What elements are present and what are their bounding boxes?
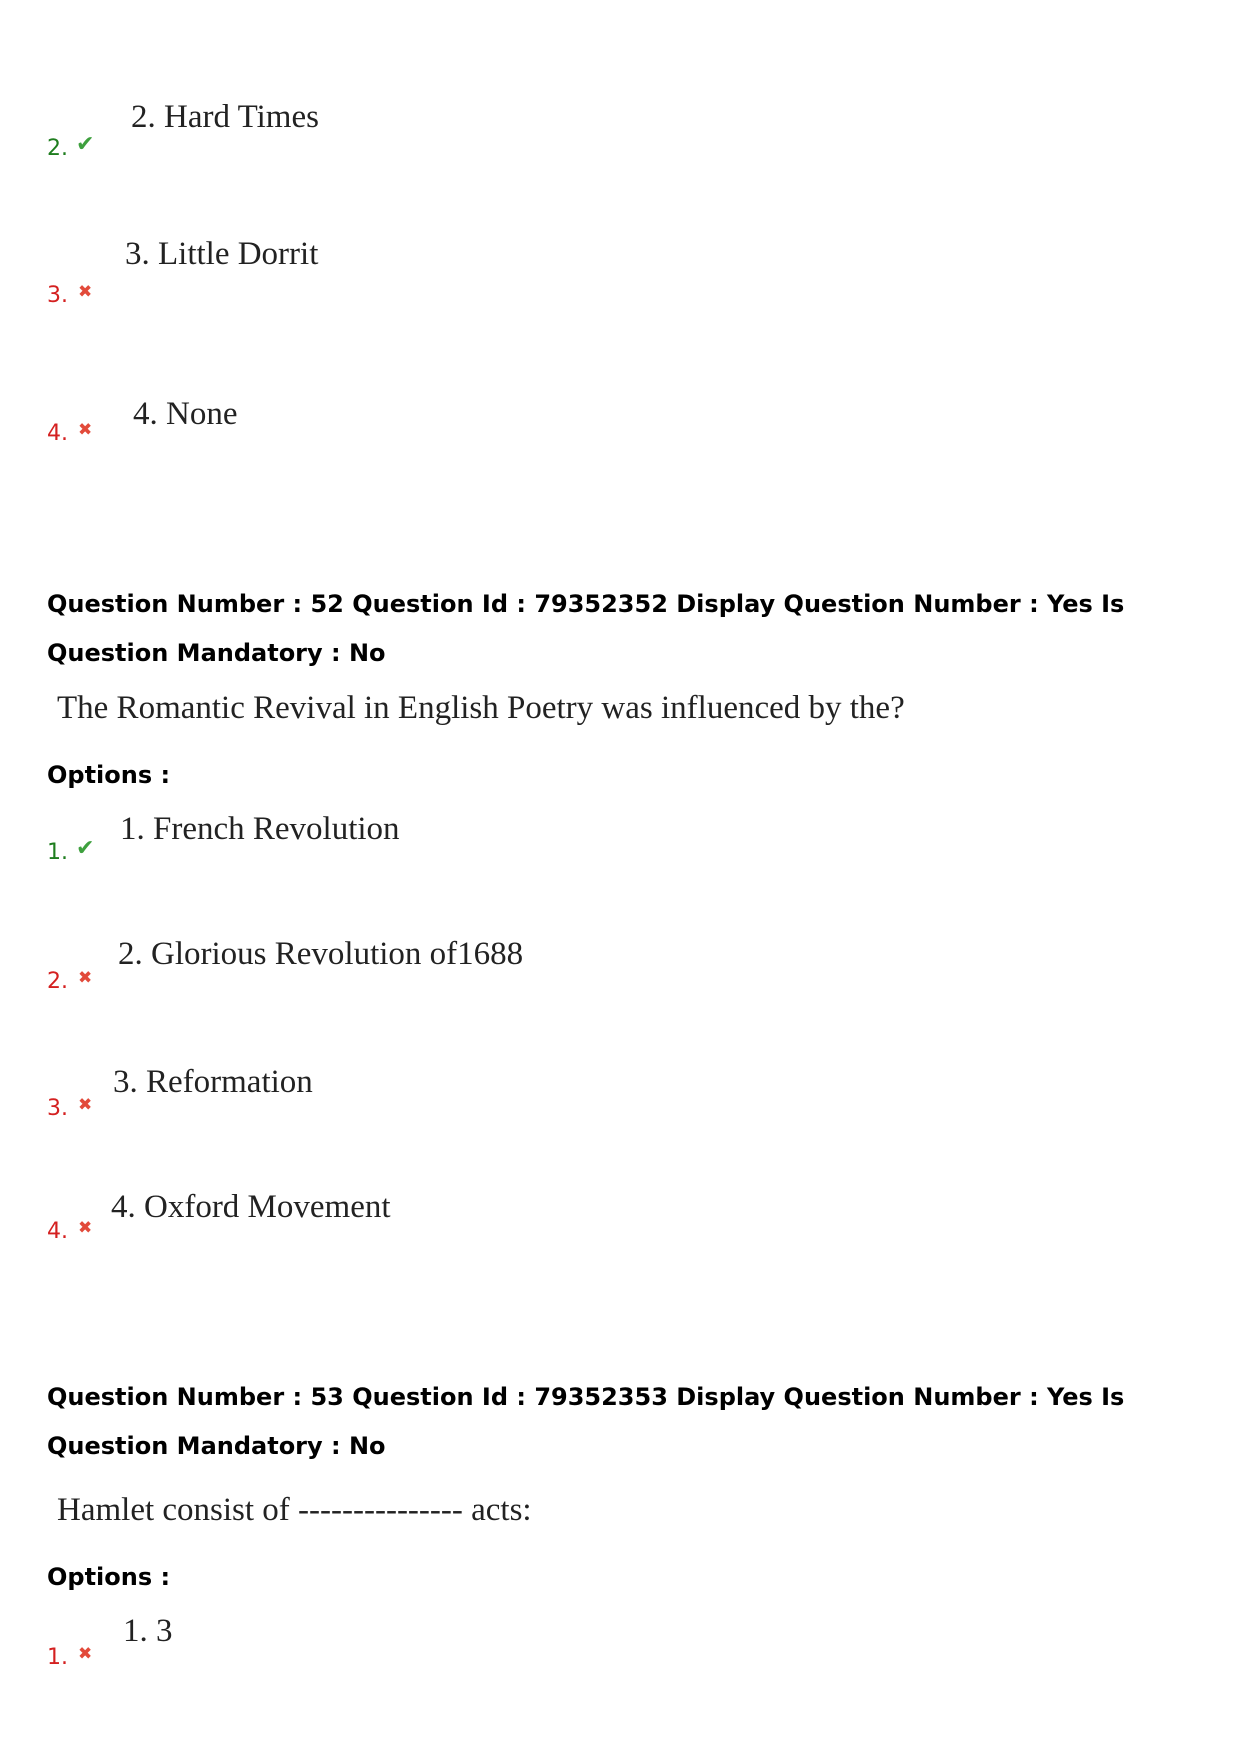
cross-icon: ✖ [78, 968, 93, 988]
option-text: 4. Oxford Movement [111, 1189, 391, 1225]
cross-icon: ✖ [78, 420, 93, 440]
options-label: Options : [47, 1563, 171, 1591]
option-number: 3. [47, 1096, 68, 1121]
option-number: 1. [47, 1645, 68, 1670]
option-text: 3. Little Dorrit [125, 236, 319, 272]
option-number: 2. [47, 969, 68, 994]
question-text: The Romantic Revival in English Poetry was influenced by the? [57, 690, 905, 726]
option-text: 2. Glorious Revolution of1688 [118, 936, 524, 972]
option-text: 1. 3 [123, 1613, 173, 1649]
question-header: Question Number : 53 Question Id : 79352353 Display Question Number : Yes Is Question Mandatory : No [47, 1383, 1125, 1460]
cross-icon: ✖ [78, 282, 93, 302]
cross-icon: ✖ [78, 1218, 93, 1238]
option-number: 3. [47, 283, 68, 308]
options-label: Options : [47, 761, 171, 789]
cross-icon: ✖ [78, 1095, 93, 1115]
option-number: 1. [47, 840, 68, 865]
option-number: 4. [47, 421, 68, 446]
check-icon: ✔ [76, 132, 95, 157]
option-number: 2. [47, 136, 68, 161]
option-text: 4. None [133, 396, 238, 432]
question-header: Question Number : 52 Question Id : 79352352 Display Question Number : Yes Is Question Mandatory : No [47, 590, 1125, 667]
cross-icon: ✖ [78, 1644, 93, 1664]
option-text: 2. Hard Times [131, 99, 319, 135]
option-text: 1. French Revolution [120, 811, 400, 847]
check-icon: ✔ [76, 836, 95, 861]
option-number: 4. [47, 1219, 68, 1244]
option-text: 3. Reformation [113, 1064, 313, 1100]
question-text: Hamlet consist of --------------- acts: [57, 1492, 532, 1528]
